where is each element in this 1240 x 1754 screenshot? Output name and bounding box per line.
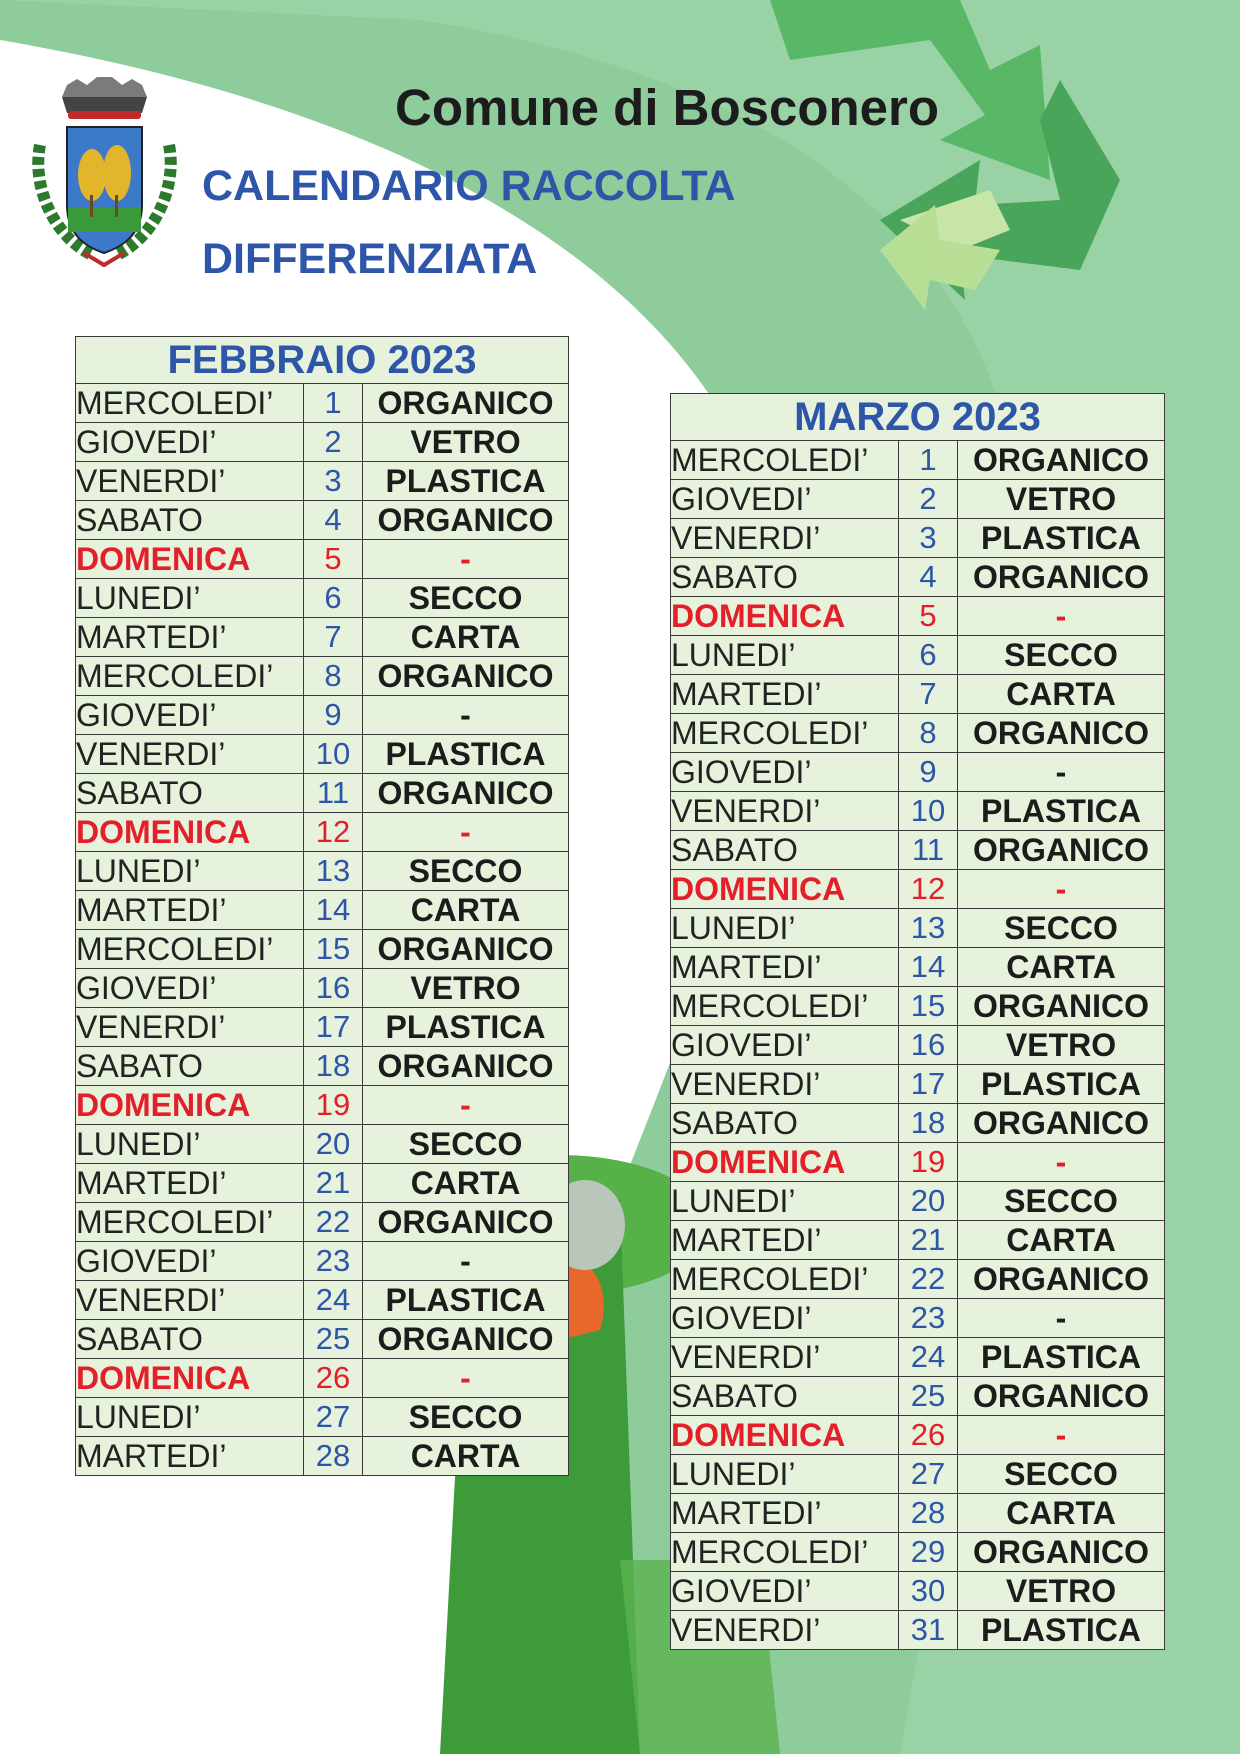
collection-type-cell: PLASTICA: [958, 792, 1165, 831]
day-name-cell: MERCOLEDI’: [671, 441, 899, 480]
day-name-cell: DOMENICA: [76, 1359, 304, 1398]
calendar-row: [671, 597, 1165, 636]
day-name-cell: VENERDI’: [671, 792, 899, 831]
day-number-cell: 7: [304, 618, 363, 657]
day-number-cell: 13: [304, 852, 363, 891]
collection-type-cell: ORGANICO: [958, 1260, 1165, 1299]
day-name-cell: MERCOLEDI’: [76, 384, 304, 423]
collection-type-cell: ORGANICO: [363, 930, 569, 969]
day-number-cell: 1: [304, 384, 363, 423]
calendar-row: [671, 1533, 1165, 1572]
collection-type-cell: ORGANICO: [958, 1104, 1165, 1143]
day-name-cell: MARTEDI’: [671, 1494, 899, 1533]
collection-type-cell: ORGANICO: [363, 1320, 569, 1359]
day-name-cell: VENERDI’: [76, 1008, 304, 1047]
collection-type-cell: CARTA: [363, 618, 569, 657]
collection-type-cell: -: [363, 1086, 569, 1125]
day-number-cell: 2: [304, 423, 363, 462]
day-number-cell: 4: [899, 558, 958, 597]
collection-type-cell: ORGANICO: [363, 384, 569, 423]
collection-type-cell: SECCO: [958, 636, 1165, 675]
day-name-cell: SABATO: [76, 501, 304, 540]
day-name-cell: SABATO: [671, 831, 899, 870]
day-name-cell: SABATO: [671, 558, 899, 597]
day-name-cell: VENERDI’: [76, 735, 304, 774]
day-number-cell: 2: [899, 480, 958, 519]
collection-type-cell: PLASTICA: [363, 1008, 569, 1047]
day-number-cell: 17: [304, 1008, 363, 1047]
calendar-row: [671, 831, 1165, 870]
day-number-cell: 12: [899, 870, 958, 909]
day-number-cell: 8: [899, 714, 958, 753]
day-name-cell: LUNEDI’: [671, 1182, 899, 1221]
month-title: FEBBRAIO 2023: [76, 337, 569, 384]
day-number-cell: 5: [304, 540, 363, 579]
day-number-cell: 25: [304, 1320, 363, 1359]
collection-type-cell: SECCO: [363, 579, 569, 618]
calendar-row: [671, 948, 1165, 987]
collection-type-cell: VETRO: [363, 423, 569, 462]
collection-type-cell: CARTA: [958, 948, 1165, 987]
collection-type-cell: PLASTICA: [958, 1338, 1165, 1377]
calendar-row: [76, 579, 569, 618]
day-name-cell: GIOVEDI’: [671, 480, 899, 519]
day-number-cell: 8: [304, 657, 363, 696]
day-number-cell: 22: [899, 1260, 958, 1299]
day-number-cell: 20: [899, 1182, 958, 1221]
day-number-cell: 18: [304, 1047, 363, 1086]
day-number-cell: 20: [304, 1125, 363, 1164]
collection-type-cell: ORGANICO: [363, 1047, 569, 1086]
day-name-cell: LUNEDI’: [671, 636, 899, 675]
calendar-row: [671, 987, 1165, 1026]
day-name-cell: SABATO: [76, 1047, 304, 1086]
collection-type-cell: ORGANICO: [958, 558, 1165, 597]
calendar-row: [671, 480, 1165, 519]
day-name-cell: SABATO: [76, 774, 304, 813]
calendar-row: [671, 441, 1165, 480]
calendar-row: [671, 1338, 1165, 1377]
collection-type-cell: CARTA: [363, 891, 569, 930]
day-name-cell: MERCOLEDI’: [671, 1260, 899, 1299]
day-number-cell: 31: [899, 1611, 958, 1650]
day-number-cell: 6: [304, 579, 363, 618]
collection-type-cell: -: [958, 597, 1165, 636]
collection-type-cell: SECCO: [363, 1398, 569, 1437]
page-title: Comune di Bosconero: [395, 79, 940, 136]
day-number-cell: 18: [899, 1104, 958, 1143]
calendar-row: [76, 1086, 569, 1125]
calendar-row: [76, 540, 569, 579]
calendar-row: [76, 1125, 569, 1164]
collection-type-cell: ORGANICO: [363, 1203, 569, 1242]
calendar-row: [76, 1164, 569, 1203]
collection-type-cell: -: [363, 696, 569, 735]
calendar-row: [671, 753, 1165, 792]
day-number-cell: 9: [899, 753, 958, 792]
collection-type-cell: CARTA: [958, 1221, 1165, 1260]
day-number-cell: 12: [304, 813, 363, 852]
calendar-row: [671, 1104, 1165, 1143]
calendar-row: [76, 1359, 569, 1398]
day-name-cell: VENERDI’: [671, 1065, 899, 1104]
day-number-cell: 21: [304, 1164, 363, 1203]
municipal-crest-icon: [22, 75, 187, 270]
day-number-cell: 3: [304, 462, 363, 501]
day-number-cell: 28: [304, 1437, 363, 1476]
collection-type-cell: -: [958, 870, 1165, 909]
collection-type-cell: VETRO: [958, 480, 1165, 519]
collection-type-cell: SECCO: [958, 909, 1165, 948]
day-number-cell: 17: [899, 1065, 958, 1104]
day-number-cell: 19: [304, 1086, 363, 1125]
day-name-cell: MERCOLEDI’: [76, 930, 304, 969]
calendar-row: [76, 657, 569, 696]
calendar-row: [76, 1242, 569, 1281]
calendar-row: [671, 1299, 1165, 1338]
collection-type-cell: CARTA: [363, 1437, 569, 1476]
day-number-cell: 10: [304, 735, 363, 774]
collection-type-cell: SECCO: [363, 852, 569, 891]
day-number-cell: 26: [304, 1359, 363, 1398]
calendar-row: [76, 969, 569, 1008]
calendar-row: [76, 1281, 569, 1320]
day-name-cell: LUNEDI’: [76, 852, 304, 891]
calendar-row: [76, 1398, 569, 1437]
day-number-cell: 14: [899, 948, 958, 987]
collection-type-cell: -: [958, 1299, 1165, 1338]
collection-type-cell: CARTA: [958, 675, 1165, 714]
day-name-cell: GIOVEDI’: [671, 1572, 899, 1611]
collection-type-cell: ORGANICO: [363, 501, 569, 540]
day-name-cell: GIOVEDI’: [671, 1026, 899, 1065]
day-number-cell: 13: [899, 909, 958, 948]
day-name-cell: MARTEDI’: [671, 1221, 899, 1260]
day-number-cell: 11: [899, 831, 958, 870]
day-number-cell: 30: [899, 1572, 958, 1611]
day-name-cell: SABATO: [671, 1377, 899, 1416]
collection-type-cell: ORGANICO: [363, 657, 569, 696]
day-number-cell: 23: [899, 1299, 958, 1338]
day-name-cell: LUNEDI’: [671, 1455, 899, 1494]
collection-type-cell: PLASTICA: [958, 1065, 1165, 1104]
day-name-cell: MARTEDI’: [671, 948, 899, 987]
day-name-cell: MARTEDI’: [76, 1164, 304, 1203]
day-name-cell: MERCOLEDI’: [671, 987, 899, 1026]
collection-type-cell: -: [363, 1359, 569, 1398]
subtitle-line1: CALENDARIO RACCOLTA: [202, 162, 736, 210]
calendar-row: [76, 384, 569, 423]
collection-type-cell: ORGANICO: [958, 831, 1165, 870]
collection-type-cell: -: [363, 540, 569, 579]
collection-type-cell: VETRO: [958, 1572, 1165, 1611]
collection-type-cell: -: [958, 1143, 1165, 1182]
day-number-cell: 16: [899, 1026, 958, 1065]
collection-type-cell: ORGANICO: [958, 1533, 1165, 1572]
day-number-cell: 11: [304, 774, 363, 813]
calendar-row: [76, 1437, 569, 1476]
collection-type-cell: SECCO: [363, 1125, 569, 1164]
calendar-row: [671, 1260, 1165, 1299]
calendar-row: [671, 636, 1165, 675]
collection-type-cell: VETRO: [958, 1026, 1165, 1065]
calendar-row: [671, 792, 1165, 831]
day-number-cell: 5: [899, 597, 958, 636]
collection-type-cell: ORGANICO: [363, 774, 569, 813]
day-number-cell: 6: [899, 636, 958, 675]
day-number-cell: 15: [304, 930, 363, 969]
day-name-cell: VENERDI’: [671, 519, 899, 558]
day-number-cell: 24: [304, 1281, 363, 1320]
day-name-cell: MERCOLEDI’: [76, 657, 304, 696]
day-name-cell: DOMENICA: [671, 1143, 899, 1182]
calendar-row: [671, 519, 1165, 558]
day-number-cell: 24: [899, 1338, 958, 1377]
calendar-row: [671, 1416, 1165, 1455]
calendar-row: [671, 1026, 1165, 1065]
day-name-cell: VENERDI’: [76, 1281, 304, 1320]
calendar-row: [671, 1455, 1165, 1494]
calendar-row: [671, 909, 1165, 948]
collection-type-cell: CARTA: [958, 1494, 1165, 1533]
calendar-row: [76, 1047, 569, 1086]
day-name-cell: VENERDI’: [671, 1338, 899, 1377]
calendar-row: [671, 1182, 1165, 1221]
calendar-row: [671, 1221, 1165, 1260]
day-name-cell: MERCOLEDI’: [671, 714, 899, 753]
day-name-cell: SABATO: [76, 1320, 304, 1359]
day-name-cell: GIOVEDI’: [76, 1242, 304, 1281]
calendar-row: [671, 1143, 1165, 1182]
day-number-cell: 3: [899, 519, 958, 558]
collection-type-cell: -: [958, 1416, 1165, 1455]
day-number-cell: 4: [304, 501, 363, 540]
collection-type-cell: PLASTICA: [363, 735, 569, 774]
day-name-cell: LUNEDI’: [76, 1398, 304, 1437]
collection-type-cell: PLASTICA: [958, 519, 1165, 558]
day-number-cell: 27: [899, 1455, 958, 1494]
collection-type-cell: CARTA: [363, 1164, 569, 1203]
collection-type-cell: SECCO: [958, 1182, 1165, 1221]
day-name-cell: DOMENICA: [671, 1416, 899, 1455]
day-number-cell: 16: [304, 969, 363, 1008]
day-number-cell: 1: [899, 441, 958, 480]
day-number-cell: 7: [899, 675, 958, 714]
day-number-cell: 27: [304, 1398, 363, 1437]
calendar-row: [76, 813, 569, 852]
day-name-cell: MERCOLEDI’: [76, 1203, 304, 1242]
calendar-row: [671, 1377, 1165, 1416]
collection-type-cell: SECCO: [958, 1455, 1165, 1494]
day-name-cell: GIOVEDI’: [671, 1299, 899, 1338]
calendar-row: [76, 891, 569, 930]
collection-type-cell: -: [363, 1242, 569, 1281]
day-name-cell: MARTEDI’: [671, 675, 899, 714]
day-name-cell: GIOVEDI’: [671, 753, 899, 792]
calendar-row: [76, 618, 569, 657]
collection-type-cell: ORGANICO: [958, 441, 1165, 480]
day-number-cell: 10: [899, 792, 958, 831]
subtitle-line2: DIFFERENZIATA: [202, 235, 538, 283]
collection-type-cell: VETRO: [363, 969, 569, 1008]
calendar-row: [76, 462, 569, 501]
calendar-row: [76, 696, 569, 735]
collection-type-cell: ORGANICO: [958, 1377, 1165, 1416]
day-name-cell: LUNEDI’: [76, 579, 304, 618]
calendar-row: [671, 714, 1165, 753]
calendar-row: [671, 1611, 1165, 1650]
calendar-row: [76, 852, 569, 891]
day-name-cell: SABATO: [671, 1104, 899, 1143]
day-number-cell: 25: [899, 1377, 958, 1416]
collection-type-cell: ORGANICO: [958, 714, 1165, 753]
day-name-cell: GIOVEDI’: [76, 969, 304, 1008]
calendar-row: [76, 423, 569, 462]
collection-type-cell: PLASTICA: [363, 1281, 569, 1320]
day-name-cell: DOMENICA: [76, 1086, 304, 1125]
day-number-cell: 23: [304, 1242, 363, 1281]
collection-type-cell: -: [958, 753, 1165, 792]
collection-type-cell: PLASTICA: [363, 462, 569, 501]
calendar-row: [76, 1008, 569, 1047]
day-name-cell: MARTEDI’: [76, 618, 304, 657]
calendar-row: [76, 1320, 569, 1359]
calendar-row: [671, 675, 1165, 714]
month-title: MARZO 2023: [671, 394, 1165, 441]
day-number-cell: 15: [899, 987, 958, 1026]
day-name-cell: MERCOLEDI’: [671, 1533, 899, 1572]
day-name-cell: MARTEDI’: [76, 891, 304, 930]
day-name-cell: MARTEDI’: [76, 1437, 304, 1476]
calendar-row: [671, 870, 1165, 909]
calendar-row: [76, 774, 569, 813]
day-number-cell: 26: [899, 1416, 958, 1455]
day-name-cell: GIOVEDI’: [76, 696, 304, 735]
calendar-row: [76, 501, 569, 540]
day-number-cell: 14: [304, 891, 363, 930]
day-name-cell: LUNEDI’: [76, 1125, 304, 1164]
calendar-row: [671, 1572, 1165, 1611]
day-name-cell: DOMENICA: [671, 870, 899, 909]
day-name-cell: DOMENICA: [76, 813, 304, 852]
day-number-cell: 28: [899, 1494, 958, 1533]
day-name-cell: VENERDI’: [671, 1611, 899, 1650]
day-name-cell: LUNEDI’: [671, 909, 899, 948]
collection-type-cell: ORGANICO: [958, 987, 1165, 1026]
day-number-cell: 29: [899, 1533, 958, 1572]
calendar-row: [671, 558, 1165, 597]
day-name-cell: GIOVEDI’: [76, 423, 304, 462]
day-number-cell: 22: [304, 1203, 363, 1242]
february-calendar-table: [75, 336, 569, 1476]
day-number-cell: 19: [899, 1143, 958, 1182]
calendar-row: [671, 1065, 1165, 1104]
calendar-row: [671, 1494, 1165, 1533]
day-name-cell: DOMENICA: [76, 540, 304, 579]
day-number-cell: 9: [304, 696, 363, 735]
calendar-row: [76, 1203, 569, 1242]
day-name-cell: DOMENICA: [671, 597, 899, 636]
calendar-row: [76, 735, 569, 774]
calendar-row: [76, 930, 569, 969]
collection-type-cell: -: [363, 813, 569, 852]
march-calendar-table: [670, 393, 1165, 1650]
day-number-cell: 21: [899, 1221, 958, 1260]
day-name-cell: VENERDI’: [76, 462, 304, 501]
collection-type-cell: PLASTICA: [958, 1611, 1165, 1650]
